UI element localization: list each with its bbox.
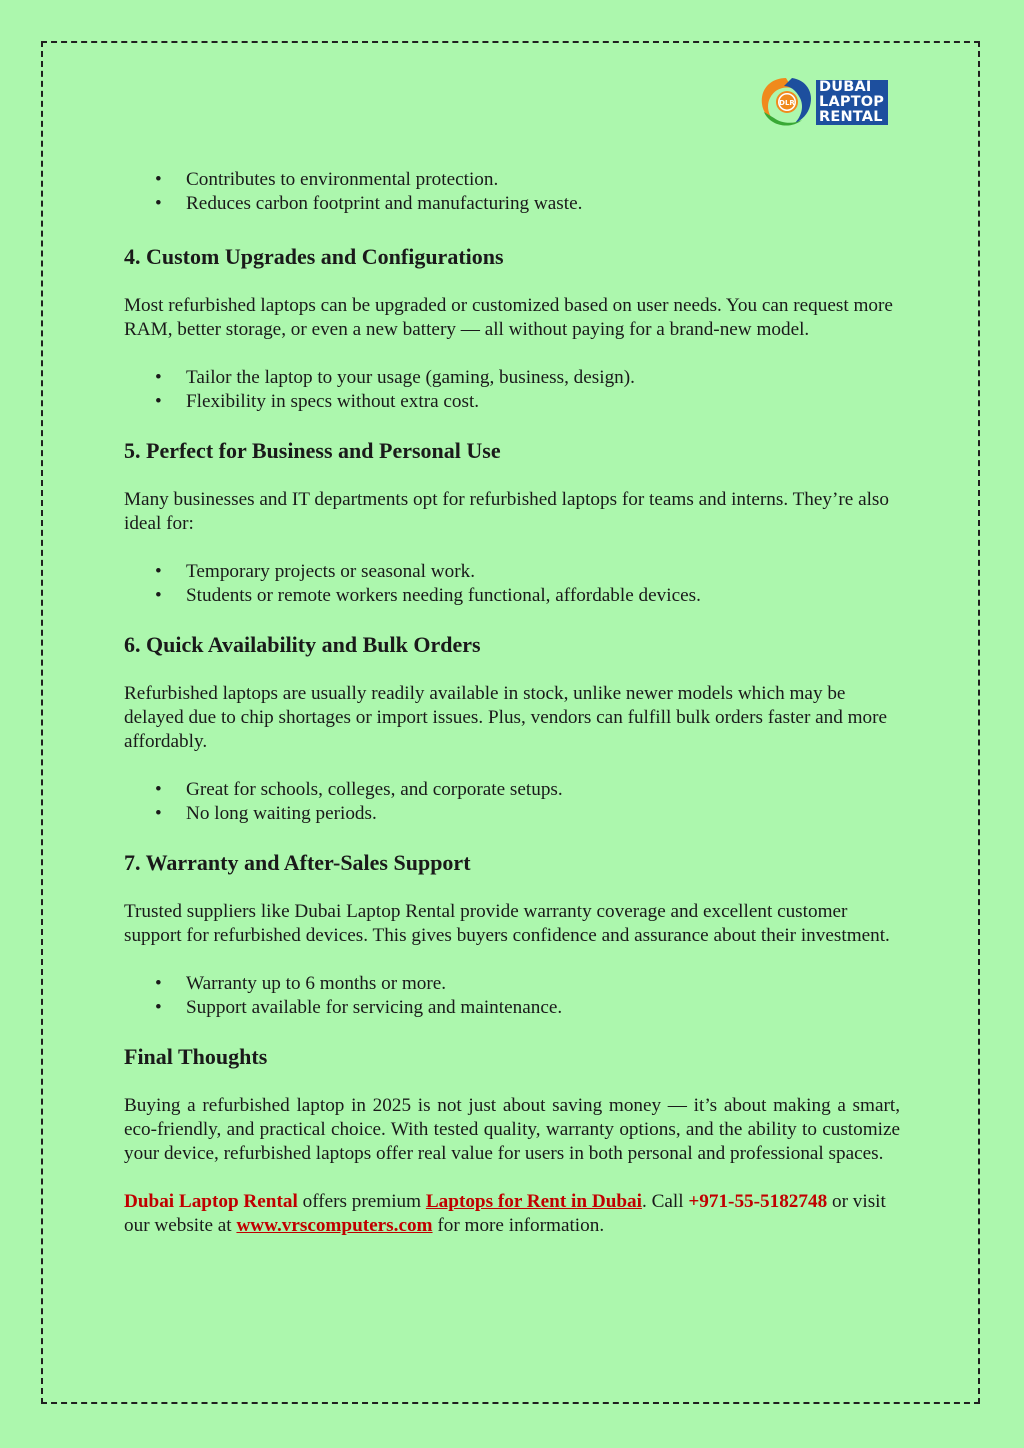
list-item: • Warranty up to 6 months or more. <box>155 973 447 994</box>
logo-line-3: RENTAL <box>816 110 888 125</box>
logo-line-2: LAPTOP <box>816 95 888 110</box>
phone-number: +971-55-5182748 <box>688 1191 828 1212</box>
section-paragraph: Many businesses and IT departments opt for refurbished laptops for teams and interns. They’re also ideal for: <box>124 489 889 534</box>
section-heading: 5. Perfect for Business and Personal Use <box>124 438 501 463</box>
brand-name: Dubai Laptop Rental <box>124 1191 298 1212</box>
list-item: • Contributes to environmental protection. <box>155 169 499 190</box>
final-thoughts-paragraph: Buying a refurbished laptop in 2025 is not just about saving money — it’s about making a smart, eco-friendly, and practical choice. With tested quality, warranty options, and the ability to customize your device, refurbished laptops offer real value for users in both personal and professional spaces. <box>124 1095 900 1164</box>
section-bullet-list <box>124 560 900 608</box>
document-body <box>124 168 900 1238</box>
list-item: • Temporary projects or seasonal work. <box>155 561 476 582</box>
section-paragraph: Refurbished laptops are usually readily available in stock, unlike newer models which may be delayed due to chip shortages or import issues. Plus, vendors can fulfill bulk orders faster and more affordably. <box>124 683 888 752</box>
list-item: • Flexibility in specs without extra cost. <box>155 391 480 412</box>
laptops-for-rent-link[interactable]: Laptops for Rent in Dubai <box>425 1191 642 1212</box>
list-item: • No long waiting periods. <box>155 803 377 824</box>
section-heading: 6. Quick Availability and Bulk Orders <box>124 632 481 657</box>
section-bullet-list <box>124 972 900 1020</box>
logo-swirl-icon <box>756 72 818 130</box>
call-to-action: Dubai Laptop Rental offers premium Laptops for Rent in Dubai. Call +971-55-5182748 or visit our website at www.vrscomputers.com for more information. <box>124 1191 886 1236</box>
section-paragraph: Trusted suppliers like Dubai Laptop Rental provide warranty coverage and excellent customer support for refurbished devices. This gives buyers confidence and assurance about their investment. <box>124 901 890 946</box>
section-bullet-list <box>124 366 900 414</box>
logo-line-1: DUBAI <box>816 80 888 95</box>
section-heading: 7. Warranty and After-Sales Support <box>124 850 471 875</box>
website-link[interactable]: www.vrscomputers.com <box>236 1215 433 1236</box>
section-paragraph: Most refurbished laptops can be upgraded or customized based on user needs. You can request more RAM, better storage, or even a new battery — all without paying for a brand-new model. <box>124 295 893 340</box>
section-heading: 4. Custom Upgrades and Configurations <box>124 244 504 269</box>
intro-bullet-list <box>124 168 900 216</box>
logo-wordmark <box>816 80 888 125</box>
svg-text:DLR: DLR <box>779 99 795 107</box>
list-item: • Students or remote workers needing functional, affordable devices. <box>155 585 701 606</box>
list-item: • Great for schools, colleges, and corporate setups. <box>155 779 563 800</box>
list-item: • Reduces carbon footprint and manufacturing waste. <box>155 193 583 214</box>
dubai-laptop-rental-logo <box>756 72 890 130</box>
final-thoughts-heading: Final Thoughts <box>124 1044 268 1069</box>
list-item: • Tailor the laptop to your usage (gaming, business, design). <box>155 367 635 388</box>
list-item: • Support available for servicing and maintenance. <box>155 997 563 1018</box>
section-bullet-list <box>124 778 900 826</box>
